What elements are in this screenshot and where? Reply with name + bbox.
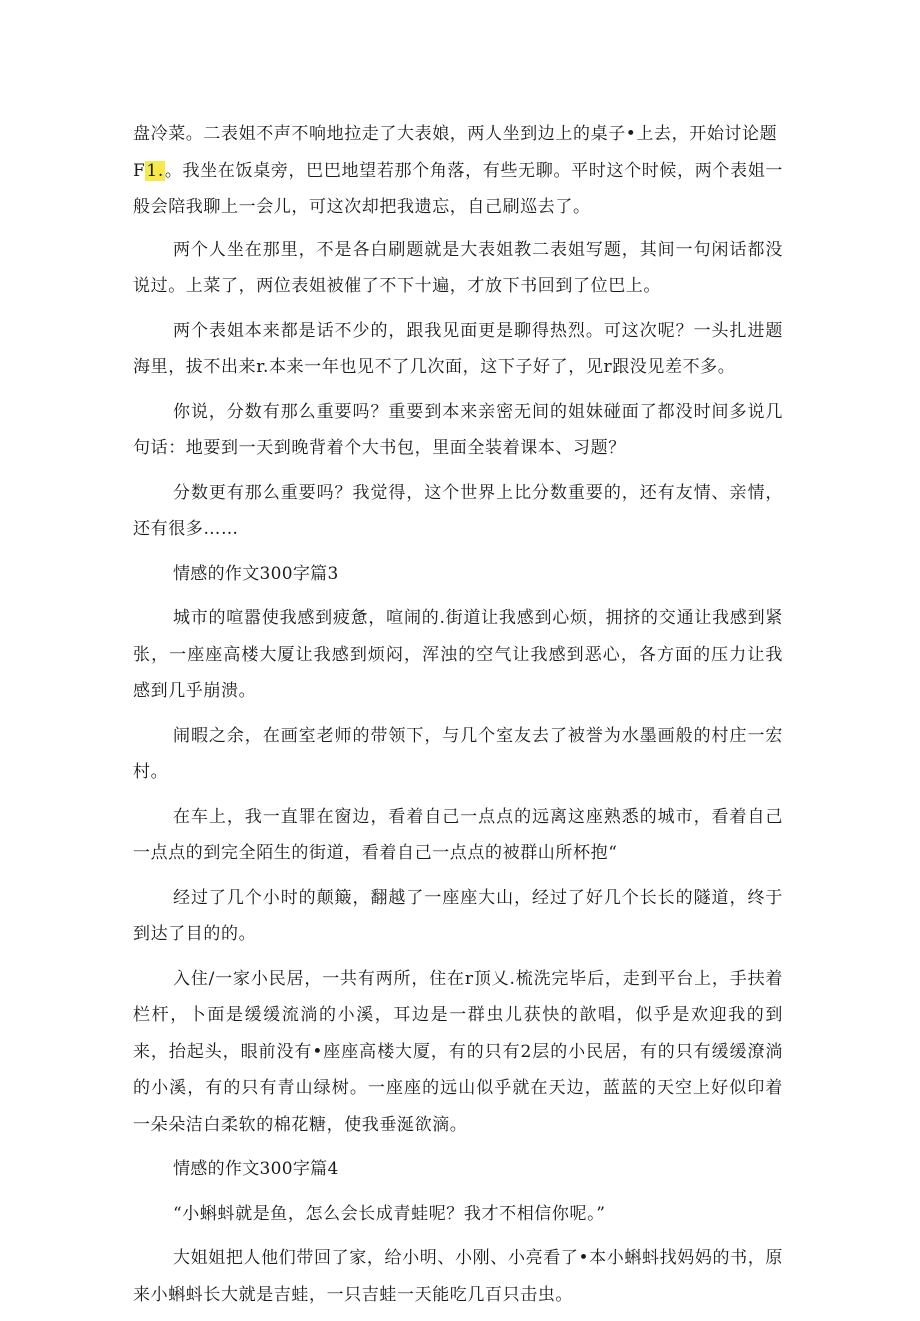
paragraph-3: 两个表姐本来都是话不少的，跟我见面更是聊得热烈。可这次呢？一头扎进题海里，拔不出来r.本来一年也见不了几次面，这下子好了，见r跟没见差不多。: [133, 320, 783, 377]
document-body: [133, 116, 783, 1321]
paragraph-11-quote: “小蝌蚪就是鱼，怎么会长成青蛙呢？我才不相信你呢。”: [173, 1203, 606, 1224]
section-heading-3: 情感的作文300字篇3: [173, 563, 339, 584]
paragraph-1-rest: 。我坐在饭桌旁，巴巴地望若那个角落，有些无聊。平时这个时候，两个表姐一般会陪我聊上一会儿，可这次却把我遗忘，自己刷巡去了。: [133, 160, 783, 217]
paragraph-1: [133, 116, 783, 226]
paragraph-12: 大姐姐把人他们带回了家，给小明、小刚、小亮看了•本小蝌蚪找妈妈的书，原来小蝌蚪长大就是吉蛙，一只吉蛙一天能吃几百只击虫。: [133, 1248, 783, 1305]
paragraph-9: 经过了几个小时的颠簸，翻越了一座座大山，经过了好几个长长的隧道，终于到达了目的的。: [133, 887, 783, 944]
paragraph-10: 入住/一家小民居，一共有两所，住在r顶乂.梳洗完毕后，走到平台上，手扶着栏杆，卜面是缓缓流淌的小溪，耳边是一群虫儿获快的歆唱，似乎是欢迎我的到来，抬起头，眼前没有•座座高楼大厦，有的只有2层的小民居，有的只有缓缓潦淌的小溪，有的只有青山绿树。一座座的远山似乎就在天边，蓝蓝的天空上好似印着一朵朵洁白柔软的棉花糖，使我垂涎欲滴。: [133, 968, 783, 1135]
paragraph-2: 两个人坐在那里，不是各白刷题就是大表姐教二表姐写题，其间一句闲话都没说过。上菜了，两位表姐被催了不下十遍，才放下书回到了位巴上。: [133, 239, 783, 296]
paragraph-8: 在车上，我一直罪在窗边，看着自己一点点的远离这座熟悉的城市，看着自己一点点的到完全陌生的街道，看着自己一点点的被群山所杯抱“: [133, 806, 783, 863]
paragraph-7: 闹暇之余，在画室老师的带领下，与几个室友去了被誉为水墨画般的村庄一宏村。: [133, 725, 783, 782]
paragraph-4: 你说，分数有那么重要吗？重要到本来亲密无间的姐妹碰面了都没时间多说几句话：地要到一天到晚背着个大书包，里面全装着课本、习题？: [133, 401, 783, 458]
highlighted-text: 1.: [146, 160, 164, 181]
paragraph-5: 分数更有那么重要吗？我觉得，这个世界上比分数重要的，还有友情、亲情，还有很多……: [133, 482, 783, 539]
section-heading-4: 情感的作文300字篇4: [173, 1159, 339, 1179]
paragraph-6: 城市的喧嚣使我感到疲惫，喧闹的.街道让我感到心烦，拥挤的交通让我感到紧张，一座座高楼大厦让我感到烦闷，浑浊的空气让我感到恶心，各方面的压力让我感到几乎崩溃。: [133, 608, 783, 701]
paragraph-1-prefix: F: [133, 160, 146, 181]
paragraph-1-line-1: 盘冷菜。二表姐不声不响地拉走了大表娘，两人坐到边上的桌子•上去，开始讨论题: [133, 124, 778, 144]
